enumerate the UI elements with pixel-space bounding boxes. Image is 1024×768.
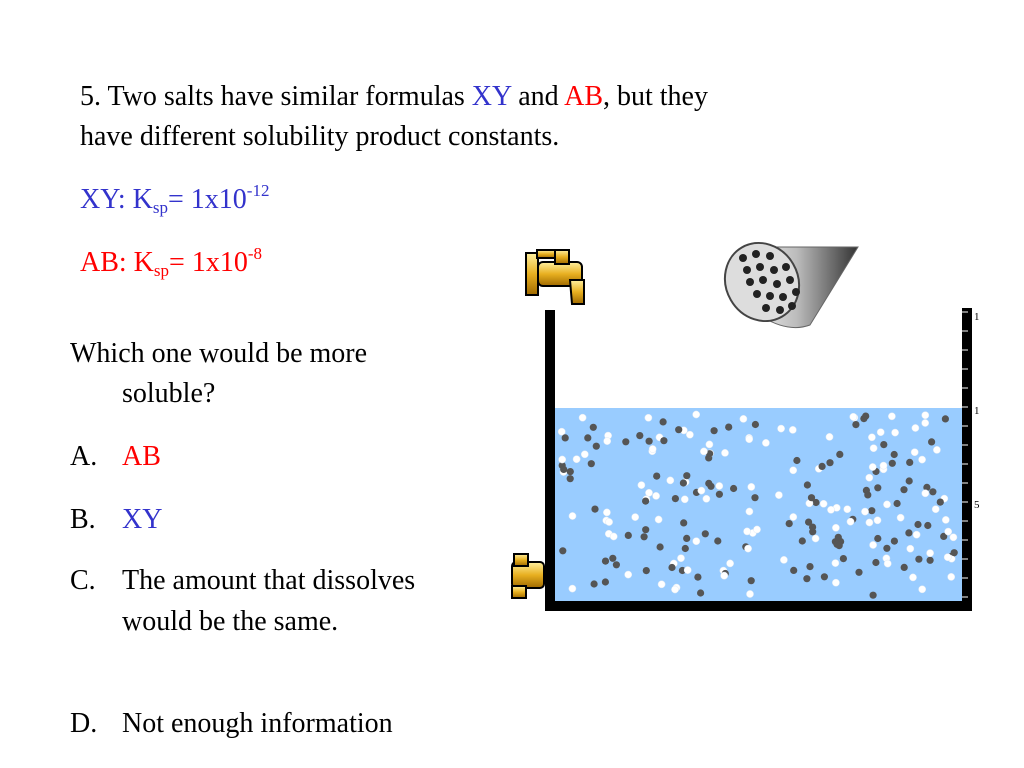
light-particle <box>775 492 782 499</box>
light-particle <box>780 556 787 563</box>
dissolving-illustration <box>500 240 1020 620</box>
light-particle <box>922 412 929 419</box>
light-particle <box>569 512 576 519</box>
dark-particle <box>653 473 660 480</box>
dark-particle <box>622 438 629 445</box>
question-intro-end: , but they <box>603 81 708 112</box>
dark-particle <box>752 421 759 428</box>
light-particle <box>911 449 918 456</box>
light-particle <box>727 560 734 567</box>
shaker-hole <box>779 293 787 301</box>
option-d-text: Not enough information <box>122 708 393 739</box>
option-b-letter: B. <box>70 504 96 535</box>
dark-particle <box>808 494 815 501</box>
prompt-line-2: soluble? <box>122 378 216 409</box>
question-intro: 5. Two salts have similar formulas <box>80 81 472 112</box>
dark-particle <box>942 415 949 422</box>
dark-particle <box>646 438 653 445</box>
dark-particle <box>725 424 732 431</box>
light-particle <box>888 413 895 420</box>
scale-label-3: 5 <box>974 499 980 511</box>
dark-particle <box>891 451 898 458</box>
dark-particle <box>806 563 813 570</box>
light-particle <box>919 586 926 593</box>
dark-particle <box>891 538 898 545</box>
dark-particle <box>927 557 934 564</box>
light-particle <box>892 429 899 436</box>
light-particle <box>703 495 710 502</box>
shaker-hole <box>786 276 794 284</box>
option-a[interactable] <box>70 436 470 477</box>
light-particle <box>907 545 914 552</box>
light-particle <box>866 474 873 481</box>
dark-particle <box>562 434 569 441</box>
light-particle <box>847 518 854 525</box>
shaker-hole <box>773 280 781 288</box>
light-particle <box>686 431 693 438</box>
light-particle <box>579 414 586 421</box>
dark-particle <box>694 574 701 581</box>
dark-particle <box>924 522 931 529</box>
light-particle <box>827 506 834 513</box>
light-particle <box>569 585 576 592</box>
dark-particle <box>836 451 843 458</box>
light-particle <box>753 526 760 533</box>
dark-particle <box>716 491 723 498</box>
dark-particle <box>872 559 879 566</box>
dark-particle <box>819 463 826 470</box>
dark-particle <box>714 537 721 544</box>
light-particle <box>927 550 934 557</box>
dark-particle <box>590 424 597 431</box>
dark-particle <box>683 472 690 479</box>
shaker-hole <box>746 278 754 286</box>
dark-particle <box>702 530 709 537</box>
ksp-ab-exp: -8 <box>247 244 262 263</box>
shaker-hole <box>743 266 751 274</box>
light-particle <box>868 434 875 441</box>
shaker-hole <box>792 288 800 296</box>
dark-particle <box>642 498 649 505</box>
light-particle <box>559 456 566 463</box>
dark-particle <box>730 485 737 492</box>
dark-particle <box>751 494 758 501</box>
light-particle <box>681 496 688 503</box>
dark-particle <box>826 459 833 466</box>
light-particle <box>912 424 919 431</box>
ksp-xy <box>80 183 269 217</box>
dark-particle <box>862 413 869 420</box>
dark-particle <box>683 535 690 542</box>
light-particle <box>933 446 940 453</box>
light-particle <box>649 445 656 452</box>
option-a-text: AB <box>122 441 161 472</box>
light-particle <box>850 413 857 420</box>
shaker-hole <box>759 276 767 284</box>
light-particle <box>706 441 713 448</box>
light-particle <box>581 451 588 458</box>
dark-particle <box>593 443 600 450</box>
light-particle <box>944 554 951 561</box>
dark-particle <box>868 507 875 514</box>
light-particle <box>573 456 580 463</box>
dark-particle <box>803 575 810 582</box>
dark-particle <box>929 488 936 495</box>
dark-particle <box>874 535 881 542</box>
dark-particle <box>588 460 595 467</box>
light-particle <box>606 518 613 525</box>
ksp-ab-sub: sp <box>153 261 170 280</box>
light-particle <box>826 433 833 440</box>
light-particle <box>880 462 887 469</box>
light-particle <box>716 482 723 489</box>
light-particle <box>922 419 929 426</box>
dark-particle <box>906 477 913 484</box>
dark-particle <box>883 545 890 552</box>
light-particle <box>610 533 617 540</box>
option-c-letter: C. <box>70 565 96 596</box>
light-particle <box>932 506 939 513</box>
light-particle <box>693 411 700 418</box>
salt-shaker-icon <box>711 240 858 335</box>
ksp-ab-eq: = 1x10 <box>169 247 248 278</box>
light-particle <box>658 581 665 588</box>
dark-particle <box>642 526 649 533</box>
light-particle <box>913 531 920 538</box>
dark-particle <box>855 569 862 576</box>
dark-particle <box>786 520 793 527</box>
shaker-hole <box>766 292 774 300</box>
light-particle <box>667 477 674 484</box>
shaker-hole <box>788 302 796 310</box>
light-particle <box>789 426 796 433</box>
light-particle <box>700 448 707 455</box>
option-a-letter: A. <box>70 441 98 472</box>
light-particle <box>884 560 891 567</box>
light-particle <box>919 456 926 463</box>
light-particle <box>603 509 610 516</box>
dark-particle <box>748 577 755 584</box>
dark-particle <box>804 481 811 488</box>
light-particle <box>922 490 929 497</box>
shaker-hole <box>776 306 784 314</box>
ksp-ab-label: AB: K <box>80 247 154 278</box>
light-particle <box>721 572 728 579</box>
light-particle <box>693 538 700 545</box>
light-particle <box>653 492 660 499</box>
light-particle <box>832 560 839 567</box>
dark-particle <box>870 592 877 599</box>
dark-particle <box>705 480 712 487</box>
option-d-letter: D. <box>70 708 98 739</box>
dark-particle <box>880 441 887 448</box>
dark-particle <box>668 564 675 571</box>
dark-particle <box>591 580 598 587</box>
shaker-hole <box>753 290 761 298</box>
dark-particle <box>660 418 667 425</box>
dark-particle <box>602 578 609 585</box>
light-particle <box>632 514 639 521</box>
light-particle <box>790 513 797 520</box>
light-particle <box>721 449 728 456</box>
salt-xy: XY <box>471 81 512 112</box>
ksp-ab <box>80 246 262 280</box>
dark-particle <box>672 495 679 502</box>
light-particle <box>684 567 691 574</box>
dark-particle <box>711 427 718 434</box>
light-particle <box>746 508 753 515</box>
dark-particle <box>840 555 847 562</box>
dark-particle <box>900 486 907 493</box>
ksp-xy-exp: -12 <box>246 181 270 200</box>
dark-particle <box>602 558 609 565</box>
option-b-text: XY <box>122 504 163 535</box>
dark-particle <box>937 499 944 506</box>
light-particle <box>950 534 957 541</box>
dark-particle <box>793 457 800 464</box>
light-particle <box>645 414 652 421</box>
shaker-hole <box>752 250 760 258</box>
question-and: and <box>511 81 565 112</box>
light-particle <box>746 436 753 443</box>
light-particle <box>909 574 916 581</box>
ksp-xy-label: XY: K <box>80 184 153 215</box>
light-particle <box>832 579 839 586</box>
light-particle <box>883 501 890 508</box>
dark-particle <box>864 491 871 498</box>
option-c[interactable] <box>70 560 470 683</box>
dark-particle <box>680 519 687 526</box>
light-particle <box>820 500 827 507</box>
dark-particle <box>680 479 687 486</box>
shaker-hole <box>782 263 790 271</box>
dark-particle <box>636 432 643 439</box>
question-line-2: have different solubility product constants. <box>80 121 560 152</box>
light-particle <box>948 573 955 580</box>
light-particle <box>604 438 611 445</box>
light-particle <box>625 571 632 578</box>
shaker-hole <box>770 266 778 274</box>
drain-faucet-icon <box>512 554 544 598</box>
light-particle <box>748 483 755 490</box>
light-particle <box>790 467 797 474</box>
light-particle <box>866 519 873 526</box>
light-particle <box>874 517 881 524</box>
scale-label-1: 1 <box>974 311 980 323</box>
light-particle <box>869 463 876 470</box>
option-c-text: The amount that dissolves would be the same. <box>122 565 416 637</box>
dark-particle <box>591 506 598 513</box>
dark-particle <box>682 545 689 552</box>
dark-particle <box>643 567 650 574</box>
light-particle <box>861 508 868 515</box>
dark-particle <box>805 519 812 526</box>
dark-particle <box>914 521 921 528</box>
light-particle <box>671 586 678 593</box>
light-particle <box>558 428 565 435</box>
dark-particle <box>799 537 806 544</box>
dark-particle <box>613 561 620 568</box>
dark-particle <box>697 589 704 596</box>
dark-particle <box>641 533 648 540</box>
dark-particle <box>660 437 667 444</box>
dark-particle <box>559 547 566 554</box>
faucet-icon <box>526 250 584 304</box>
light-particle <box>812 535 819 542</box>
dark-particle <box>821 573 828 580</box>
light-particle <box>638 482 645 489</box>
light-particle <box>744 528 751 535</box>
ksp-xy-sub: sp <box>152 198 168 217</box>
shaker-hole <box>762 304 770 312</box>
light-particle <box>844 506 851 513</box>
dark-particle <box>905 529 912 536</box>
light-particle <box>655 516 662 523</box>
dark-particle <box>836 542 843 549</box>
dark-particle <box>894 500 901 507</box>
light-particle <box>778 425 785 432</box>
light-particle <box>745 545 752 552</box>
shaker-hole <box>756 263 764 271</box>
ksp-xy-eq: = 1x10 <box>168 184 247 215</box>
scale-label-2: 1 <box>974 405 980 417</box>
dark-particle <box>584 434 591 441</box>
light-particle <box>832 524 839 531</box>
dark-particle <box>567 475 574 482</box>
dark-particle <box>560 466 567 473</box>
dark-particle <box>928 438 935 445</box>
shaker-hole <box>766 252 774 260</box>
light-particle <box>877 429 884 436</box>
dark-particle <box>915 556 922 563</box>
dark-particle <box>906 459 913 466</box>
light-particle <box>942 516 949 523</box>
light-particle <box>870 445 877 452</box>
light-particle <box>746 590 753 597</box>
light-particle <box>870 541 877 548</box>
dark-particle <box>835 534 842 541</box>
dark-particle <box>901 564 908 571</box>
dark-particle <box>609 555 616 562</box>
option-d[interactable] <box>70 703 470 744</box>
dark-particle <box>951 549 958 556</box>
dark-particle <box>657 543 664 550</box>
dark-particle <box>852 421 859 428</box>
dark-particle <box>889 460 896 467</box>
question-line-1 <box>80 80 708 114</box>
light-particle <box>677 555 684 562</box>
option-b[interactable] <box>70 499 470 540</box>
dark-particle <box>874 484 881 491</box>
dark-particle <box>625 532 632 539</box>
light-particle <box>945 528 952 535</box>
dark-particle <box>675 426 682 433</box>
light-particle <box>740 415 747 422</box>
dark-particle <box>790 567 797 574</box>
light-particle <box>897 514 904 521</box>
water <box>555 408 962 601</box>
light-particle <box>698 487 705 494</box>
light-particle <box>762 439 769 446</box>
light-particle <box>645 489 652 496</box>
prompt-line-1: Which one would be more <box>70 338 368 369</box>
dark-particle <box>567 468 574 475</box>
salt-ab: AB <box>564 81 603 112</box>
shaker-hole <box>739 254 747 262</box>
